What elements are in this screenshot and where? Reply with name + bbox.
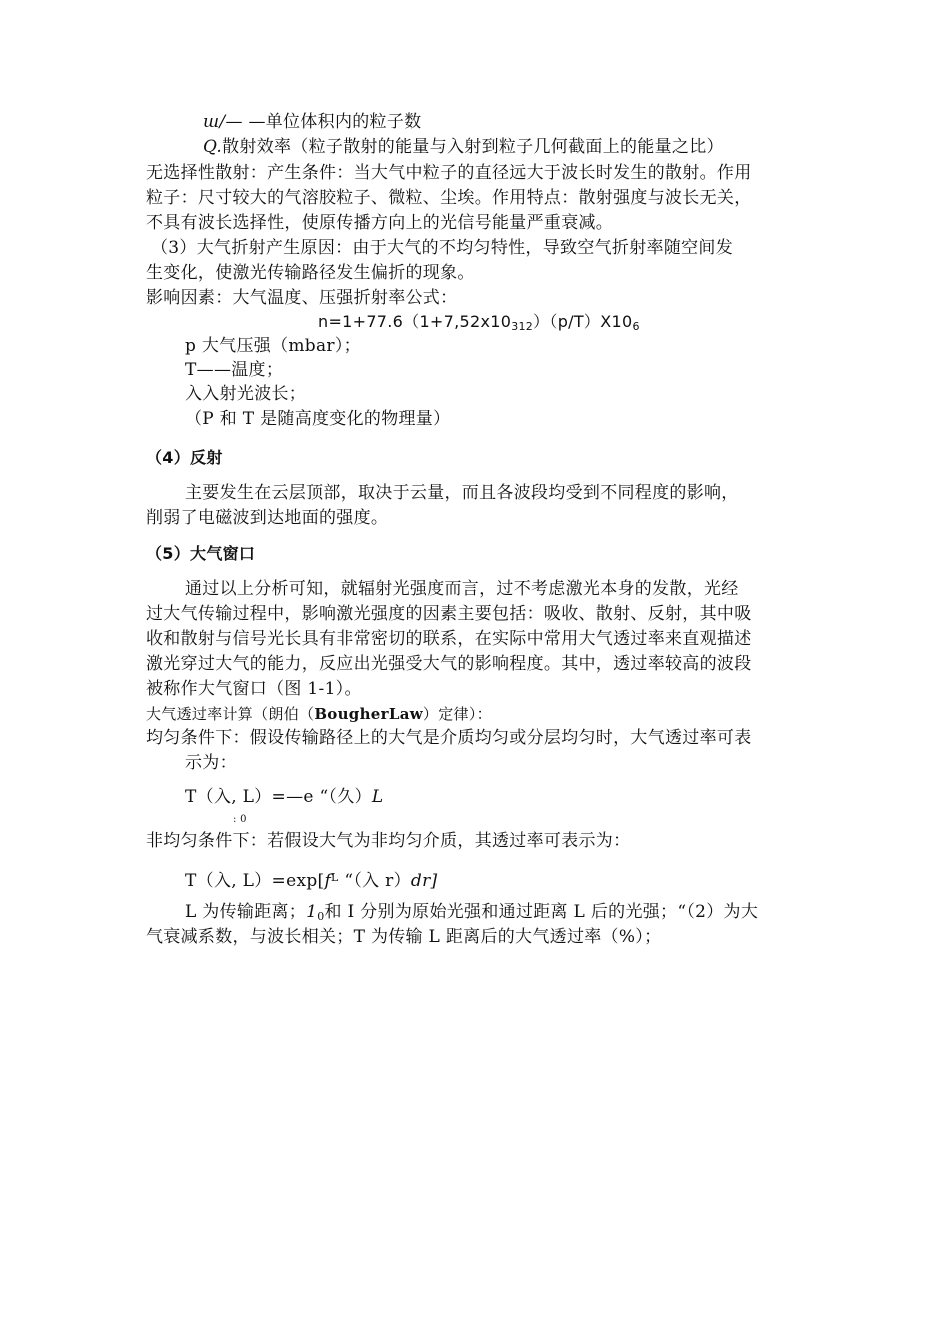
line-definitions-2: 气衰减系数，与波长相关；T 为传输 L 距离后的大气透过率（%）；	[146, 927, 662, 947]
line-wavelength: 入入射光波长；	[185, 384, 307, 404]
heading-reflection: （4）反射	[146, 448, 223, 467]
line-nonselective-2: 粒子：尺寸较大的气溶胶粒子、微粒、尘埃。作用特点：散射强度与波长无关，	[146, 188, 752, 208]
line-window-2: 过大气传输过程中，影响激光强度的因素主要包括：吸收、散射、反射，其中吸	[146, 604, 752, 624]
line-scattering-efficiency: Q.散射效率（粒子散射的能量与入射到粒子几何截面上的能量之比）	[203, 137, 724, 157]
uniform-transmittance-formula: T（入, L）=—e “（久）L	[185, 787, 384, 807]
line-transmittance-calc: 大气透过率计算（朗伯（BougherLaw）定律）：	[146, 705, 492, 723]
line-reflection-2: 削弱了电磁波到达地面的强度。	[146, 508, 389, 528]
line-nonselective-1: 无选择性散射：产生条件：当大气中粒子的直径远大于波长时发生的散射。作用	[146, 163, 752, 183]
line-uniform-2: 示为：	[185, 753, 237, 773]
line-nonselective-3: 不具有波长选择性，使原传播方向上的光信号能量严重衰减。	[146, 213, 614, 233]
line-refraction-2: 生变化，使激光传输路径发生偏折的现象。	[146, 263, 475, 283]
line-nonuniform: 非均匀条件下：若假设大气为非均匀介质，其透过率可表示为：	[146, 831, 631, 851]
line-particle-count: ш/— —单位体积内的粒子数	[203, 112, 422, 132]
heading-atmospheric-window: （5）大气窗口	[146, 544, 256, 563]
line-window-4: 激光穿过大气的能力，反应出光强受大气的影响程度。其中，透过率较高的波段	[146, 654, 752, 674]
line-uniform-1: 均匀条件下：假设传输路径上的大气是介质均匀或分层均匀时，大气透过率可表	[146, 728, 752, 748]
line-definitions-1: L 为传输距离；$1_0$和 I 分别为原始光强和通过距离 L 后的光强；“（2）为大	[185, 902, 759, 923]
line-refraction-1: （3）大气折射产生原因：由于大气的不均匀特性，导致空气折射率随空间发	[151, 238, 734, 258]
line-factors: 影响因素：大气温度、压强折射率公式：	[146, 288, 458, 308]
formula-lower-limit: : 0	[233, 814, 247, 825]
nonuniform-transmittance-formula: T（入, $L)=\exp[f^L$ “（入 r）dr]	[185, 871, 438, 891]
symbol-q: Q.	[203, 137, 223, 157]
line-window-1: 通过以上分析可知，就辐射光强度而言，过不考虑激光本身的发散，光经	[185, 579, 739, 599]
line-pt-note: （P 和 T 是随高度变化的物理量）	[185, 409, 451, 429]
line-reflection-1: 主要发生在云层顶部，取决于云量，而且各波段均受到不同程度的影响，	[185, 483, 739, 503]
refractive-index-formula: $n=1+77.6(1+7,52x10_{312})(p/T)X10_6$	[318, 312, 640, 333]
line-window-3: 收和散射与信号光长具有非常密切的联系，在实际中常用大气透过率来直观描述	[146, 629, 752, 649]
line-temperature: T——温度；	[185, 360, 284, 380]
line-window-5: 被称作大气窗口（图 1-1）。	[146, 679, 362, 699]
line-pressure: p 大气压强（mbar）；	[185, 336, 361, 356]
symbol-n: ш/	[203, 112, 226, 132]
